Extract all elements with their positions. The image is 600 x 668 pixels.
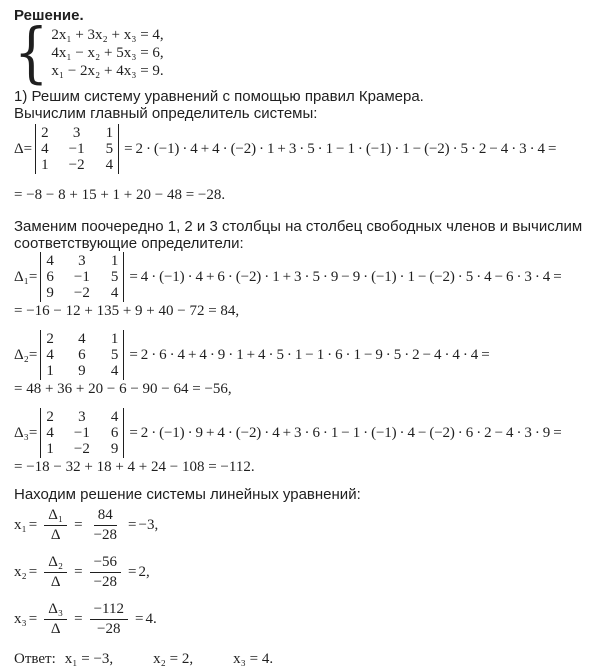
- matrix-row: [46, 425, 118, 441]
- matrix-cell: 4: [105, 157, 114, 173]
- determinant-delta-label: Δ=: [14, 140, 33, 157]
- matrix-cell: 4: [46, 425, 54, 441]
- result-x2: 2,: [138, 564, 150, 580]
- fraction-denominator: Δ: [50, 574, 61, 590]
- matrix-cell: 4: [110, 409, 119, 425]
- matrix-cell: 2: [46, 331, 54, 347]
- solution-heading: Решение.: [14, 7, 84, 24]
- matrix-cell: 6: [110, 425, 119, 441]
- matrix-cell: 6: [78, 347, 86, 363]
- equals-sign: =: [74, 517, 83, 533]
- matrix-row: [41, 141, 113, 157]
- determinant-delta1-line: [14, 252, 594, 302]
- matrix-cell: 9: [46, 285, 54, 301]
- matrix-cell: 4: [46, 347, 54, 363]
- matrix-cell: 4: [110, 363, 119, 379]
- matrix-row: [46, 441, 118, 457]
- matrix-cell: 5: [105, 141, 114, 157]
- matrix-cell: −2: [68, 157, 85, 173]
- fraction-denominator: −28: [93, 527, 118, 543]
- answer-x2: x₂ = 2,: [153, 651, 194, 667]
- determinant-delta-line: [14, 124, 594, 174]
- matrix-delta2: [40, 330, 124, 380]
- matrix-row: [46, 269, 118, 285]
- answer-line: [14, 650, 594, 668]
- fraction-numerator: −56: [90, 554, 121, 573]
- answer-x1: x₁ = −3,: [64, 651, 114, 667]
- matrix-cell: −1: [68, 141, 85, 157]
- matrix-row: [41, 125, 113, 141]
- matrix-row: [46, 285, 118, 301]
- determinant-delta3-label: Δ₃=: [14, 424, 38, 441]
- determinant-delta2-label: Δ₂=: [14, 346, 38, 363]
- matrix-cell: 9: [110, 441, 119, 457]
- determinant-delta2-result: = 48 + 36 + 20 − 6 − 90 − 64 = −56,: [14, 381, 232, 397]
- determinant-delta1: [14, 252, 594, 320]
- determinant-delta3-expansion: = 2 · (−1) · 9 + 4 · (−2) · 4 + 3 · 6 · 1 − 1 · (−1) · 4 − (−2) · 6 · 2 − 4 · 3 · 9 =: [129, 424, 562, 441]
- matrix-cell: −2: [73, 441, 90, 457]
- matrix-delta: [35, 124, 119, 174]
- determinant-delta1-label: Δ₁=: [14, 268, 38, 285]
- fraction-values-x1: [90, 507, 121, 544]
- matrix-cell: 1: [46, 363, 54, 379]
- determinant-delta2-expansion: = 2 · 6 · 4 + 4 · 9 · 1 + 4 · 5 · 1 − 1 · 6 · 1 − 9 · 5 · 2 − 4 · 4 · 4 =: [129, 346, 490, 363]
- matrix-cell: 3: [78, 409, 86, 425]
- matrix-delta1: [40, 252, 124, 302]
- matrix-delta3: [40, 408, 124, 458]
- determinant-delta1-expansion: = 4 · (−1) · 4 + 6 · (−2) · 1 + 3 · 5 · 9 − 9 · (−1) · 1 − (−2) · 5 · 4 − 6 · 3 · 4 =: [129, 268, 562, 285]
- fraction-values-x3: [90, 601, 128, 638]
- step1-intro: 1) Решим систему уравнений с помощью правил Крамера.: [14, 88, 424, 105]
- solve-intro: Находим решение системы линейных уравнений:: [14, 486, 361, 503]
- matrix-row: [41, 157, 113, 173]
- variable-x1: x₁: [14, 517, 27, 533]
- equals-sign: =: [128, 517, 137, 533]
- solution-x1: [14, 507, 594, 544]
- matrix-cell: −1: [73, 269, 90, 285]
- replace-text-line1: Заменим поочередно 1, 2 и 3 столбцы на столбец свободных членов и вычислим: [14, 218, 583, 235]
- determinant-delta: [14, 124, 594, 204]
- equation-2: 4x₁ − x₂ + 5x₃ = 6,: [51, 45, 164, 61]
- fraction-denominator: Δ: [50, 621, 61, 637]
- matrix-cell: 2: [46, 409, 54, 425]
- result-x1: −3,: [138, 517, 159, 533]
- determinant-delta-expansion: = 2 · (−1) · 4 + 4 · (−2) · 1 + 3 · 5 · 1 − 1 · (−1) · 1 − (−2) · 5 · 2 − 4 · 3 · 4 =: [124, 140, 557, 157]
- replace-text-line2: соответствующие определители:: [14, 235, 244, 252]
- fraction-numerator: Δ₂: [44, 554, 67, 573]
- step1-subtitle: Вычислим главный определитель системы:: [14, 105, 318, 122]
- fraction-denominator: Δ: [50, 527, 61, 543]
- matrix-cell: 3: [72, 125, 81, 141]
- equals-sign: =: [28, 564, 38, 580]
- matrix-row: [46, 347, 118, 363]
- matrix-row: [46, 409, 118, 425]
- matrix-cell: 1: [41, 157, 49, 173]
- determinant-delta1-result: = −16 − 12 + 135 + 9 + 40 − 72 = 84,: [14, 303, 240, 319]
- solution-x3: [14, 601, 594, 638]
- determinant-delta3-result: = −18 − 32 + 18 + 4 + 24 − 108 = −112.: [14, 459, 255, 475]
- answer-label: Ответ:: [14, 651, 56, 667]
- matrix-cell: 4: [78, 331, 86, 347]
- variable-x2: x₂: [14, 564, 27, 580]
- fraction-delta2-over-delta: [44, 554, 67, 591]
- matrix-row: [46, 253, 118, 269]
- determinant-delta2-line: [14, 330, 594, 380]
- result-x3: 4.: [145, 611, 157, 627]
- equals-sign: =: [28, 517, 38, 533]
- matrix-cell: 3: [78, 253, 86, 269]
- matrix-cell: 4: [41, 141, 49, 157]
- matrix-cell: −1: [73, 425, 90, 441]
- fraction-numerator: Δ₁: [44, 507, 67, 526]
- matrix-cell: 1: [110, 253, 119, 269]
- matrix-cell: 2: [41, 125, 49, 141]
- matrix-cell: 9: [78, 363, 86, 379]
- matrix-cell: −2: [73, 285, 90, 301]
- determinant-delta3-line: [14, 408, 594, 458]
- answer-x3: x₃ = 4.: [233, 651, 274, 667]
- fraction-values-x2: [90, 554, 121, 591]
- equation-3: x₁ − 2x₂ + 4x₃ = 9.: [51, 63, 164, 79]
- matrix-cell: 1: [105, 125, 114, 141]
- matrix-cell: 5: [110, 269, 119, 285]
- fraction-delta3-over-delta: [44, 601, 67, 638]
- matrix-cell: 5: [110, 347, 119, 363]
- matrix-cell: 6: [46, 269, 54, 285]
- system-equations: [51, 26, 163, 80]
- equals-sign: =: [134, 611, 144, 627]
- matrix-cell: 4: [110, 285, 119, 301]
- determinant-delta3: [14, 408, 594, 476]
- system-brace: {: [14, 13, 49, 91]
- variable-x3: x₃: [14, 611, 27, 627]
- matrix-cell: 1: [46, 441, 54, 457]
- equals-sign: =: [74, 564, 83, 580]
- fraction-denominator: −28: [97, 621, 121, 637]
- fraction-denominator: −28: [93, 574, 118, 590]
- fraction-numerator: 84: [94, 507, 117, 526]
- matrix-cell: 1: [110, 331, 119, 347]
- solution-x2: [14, 554, 594, 591]
- equals-sign: =: [128, 564, 137, 580]
- equation-1: 2x₁ + 3x₂ + x₃ = 4,: [51, 27, 164, 43]
- fraction-delta1-over-delta: [44, 507, 67, 544]
- matrix-row: [46, 363, 118, 379]
- fraction-numerator: −112: [90, 601, 128, 620]
- determinant-delta-result: = −8 − 8 + 15 + 1 + 20 − 48 = −28.: [14, 187, 226, 203]
- matrix-cell: 4: [46, 253, 54, 269]
- fraction-numerator: Δ₃: [44, 601, 67, 620]
- matrix-row: [46, 331, 118, 347]
- equals-sign: =: [28, 611, 38, 627]
- equals-sign: =: [74, 611, 83, 627]
- determinant-delta2: [14, 330, 594, 398]
